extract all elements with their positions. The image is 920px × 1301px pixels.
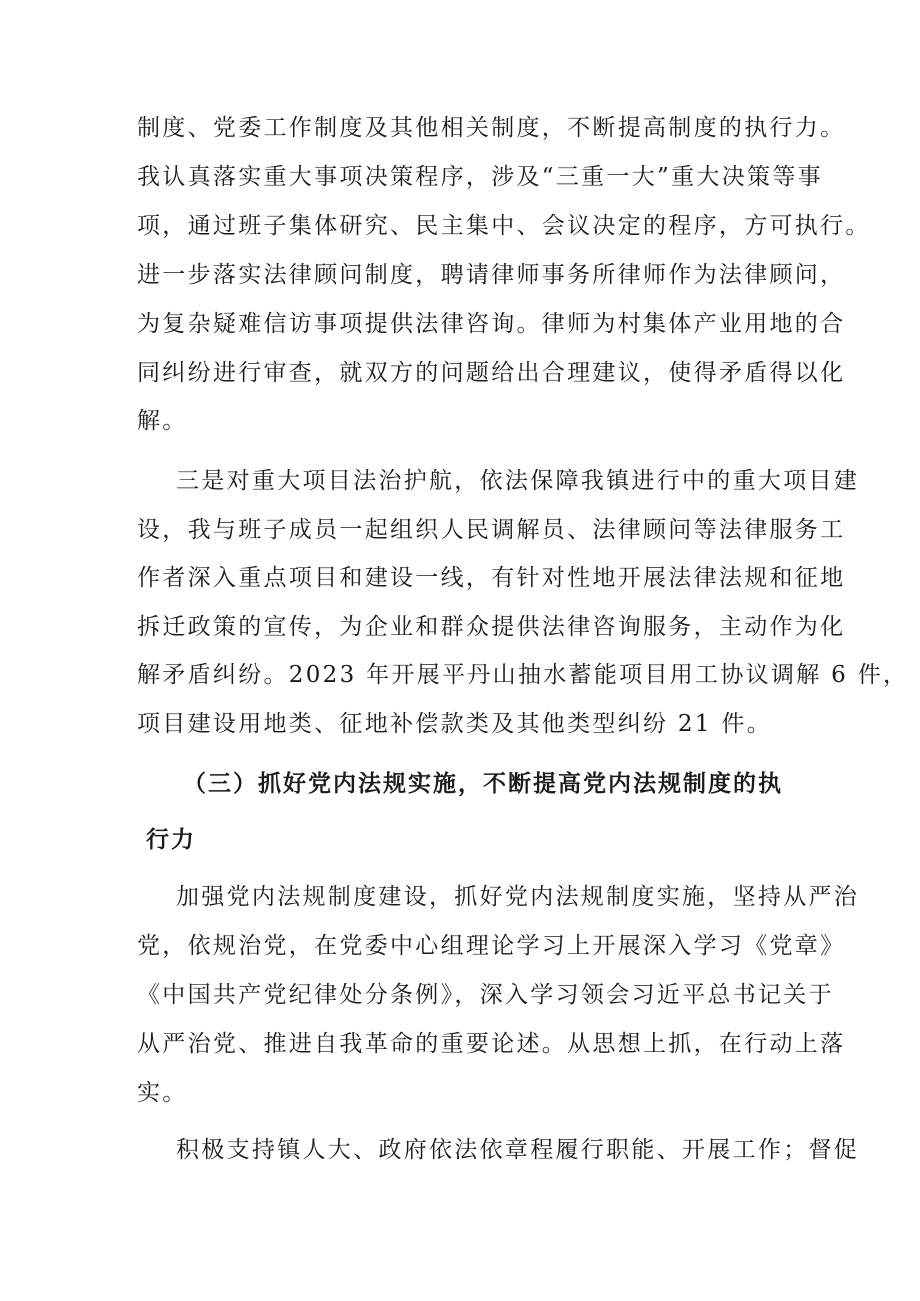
body-line-8: 三是对重大项目法治护航，依法保障我镇进行中的重大项目建 [176,468,860,494]
body-line-12: 解矛盾纠纷。2023 年开展平丹山抽水蓄能项目用工协议调解 6 件， [137,662,909,688]
body-line-13: 项目建设用地类、征地补偿款类及其他类型纠纷 21 件。 [137,711,772,737]
body-line-17: 从严治党、推进自我革命的重要论述。从思想上抓，在行动上落 [137,1031,846,1057]
section-heading-line-2: 行力 [146,827,196,853]
section-heading-line-1: （三）抓好党内法规实施，不断提高党内法规制度的执 [183,771,783,797]
body-line-9: 设，我与班子成员一起组织人民调解员、法律顾问等法律服务工 [137,517,846,543]
body-line-7: 解。 [137,408,188,434]
body-line-19: 积极支持镇人大、政府依法依章程履行职能、开展工作；督促 [176,1137,860,1163]
body-line-1: 制度、党委工作制度及其他相关制度，不断提高制度的执行力。 [137,115,846,141]
body-line-15: 党，依规治党，在党委中心组理论学习上开展深入学习《党章》 [137,933,846,959]
body-line-3: 项，通过班子集体研究、民主集中、会议决定的程序，方可执行。 [137,213,871,239]
body-line-6: 同纠纷进行审查，就双方的问题给出合理建议，使得矛盾得以化 [137,360,846,386]
body-line-14: 加强党内法规制度建设，抓好党内法规制度实施，坚持从严治 [176,884,860,910]
body-line-4: 进一步落实法律顾问制度，聘请律师事务所律师作为法律顾问， [137,262,846,288]
body-line-2: 我认真落实重大事项决策程序，涉及“三重一大”重大决策等事 [137,164,823,190]
body-line-18: 实。 [137,1080,188,1106]
body-line-11: 拆迁政策的宣传，为企业和群众提供法律咨询服务，主动作为化 [137,614,846,640]
body-line-5: 为复杂疑难信访事项提供法律咨询。律师为村集体产业用地的合 [137,311,846,337]
body-line-10: 作者深入重点项目和建设一线，有针对性地开展法律法规和征地 [137,565,846,591]
body-line-16: 《中国共产党纪律处分条例》，深入学习领会习近平总书记关于 [137,982,834,1008]
